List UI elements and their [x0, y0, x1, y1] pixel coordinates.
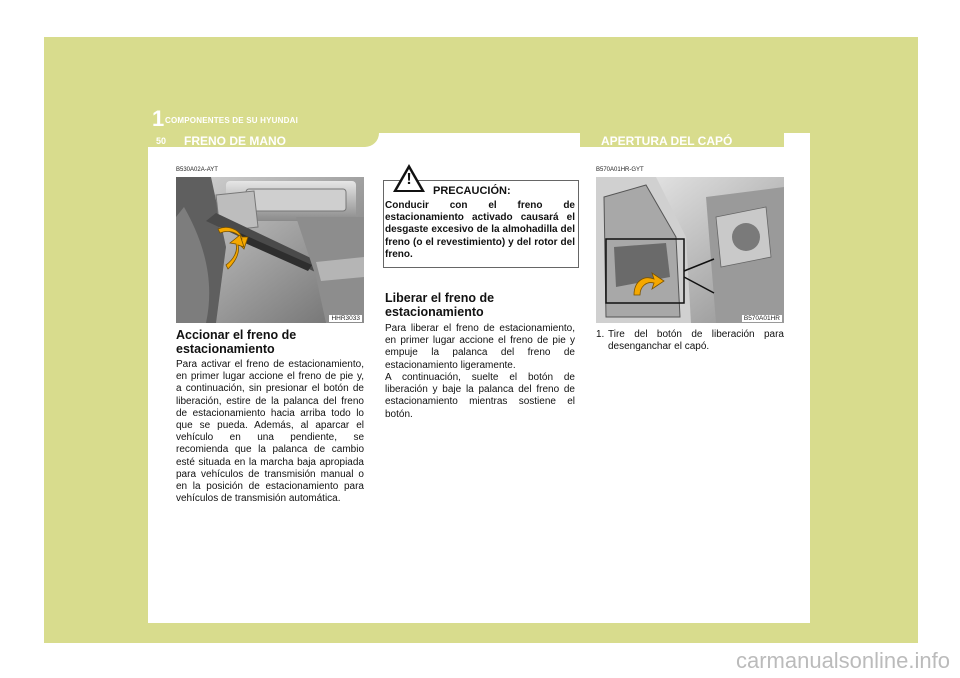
body-accionar-freno: Para activar el freno de estacionamiento, en primer lugar accione el freno de pie y, a continuación, sin presionar el botón de liberación, estire de la palanca del freno de estacionamiento hacia arriba todo lo que se pueda. Además, al aparcar el vehículo en una pendiente, se recomienda que la palanca de cambio esté situada en la marcha baja apropiada para vehículos de transmisión manual o en la posición de estacionamiento para vehículos de transmisión automática.: [176, 359, 364, 505]
body-liberar-freno-1: Para liberar el freno de estacionamiento, en primer lugar accione el freno de pie y empuje la palanca del freno de estacionamiento ligeramente.: [385, 323, 575, 371]
step-text: Tire del botón de liberación para desenganchar el capó.: [608, 329, 784, 353]
figure-label: HHR3033: [331, 315, 360, 322]
section-tab-freno-de-mano: FRENO DE MANO: [174, 133, 379, 147]
warning-text: Conducir con el freno de estacionamiento activado causará el desgaste excesivo de la almohadilla del freno (o el revestimiento) y del rotor del freno.: [385, 200, 575, 260]
heading-accionar-freno: Accionar el freno de estacionamiento: [176, 328, 297, 356]
page-number: 50: [155, 136, 166, 146]
warning-exclamation-icon: !: [406, 171, 412, 188]
handbrake-illustration: [176, 177, 364, 323]
step-number: 1.: [596, 329, 605, 340]
chapter-number: 1: [152, 106, 165, 131]
heading-liberar-freno: Liberar el freno de estacionamiento: [385, 291, 495, 319]
section-code: B570A01HR-GYT: [596, 167, 644, 173]
section-tab-apertura-del-capo: APERTURA DEL CAPÓ: [580, 133, 784, 147]
chapter-title: COMPONENTES DE SU HYUNDAI: [165, 116, 299, 125]
body-liberar-freno-2: A continuación, suelte el botón de liberación y baje la palanca del freno de estacionamiento mientras sostiene el botón.: [385, 372, 575, 420]
hood-release-illustration: [596, 177, 784, 323]
figure-label: B570A01HR: [743, 315, 780, 322]
watermark: carmanualsonline.info: [735, 648, 950, 673]
list-item: [596, 329, 784, 353]
handbrake-drawing: [176, 177, 364, 323]
section-code: B530A02A-AYT: [176, 167, 218, 173]
hood-release-drawing: [596, 177, 784, 323]
warning-title: PRECAUCIÓN:: [433, 185, 511, 197]
